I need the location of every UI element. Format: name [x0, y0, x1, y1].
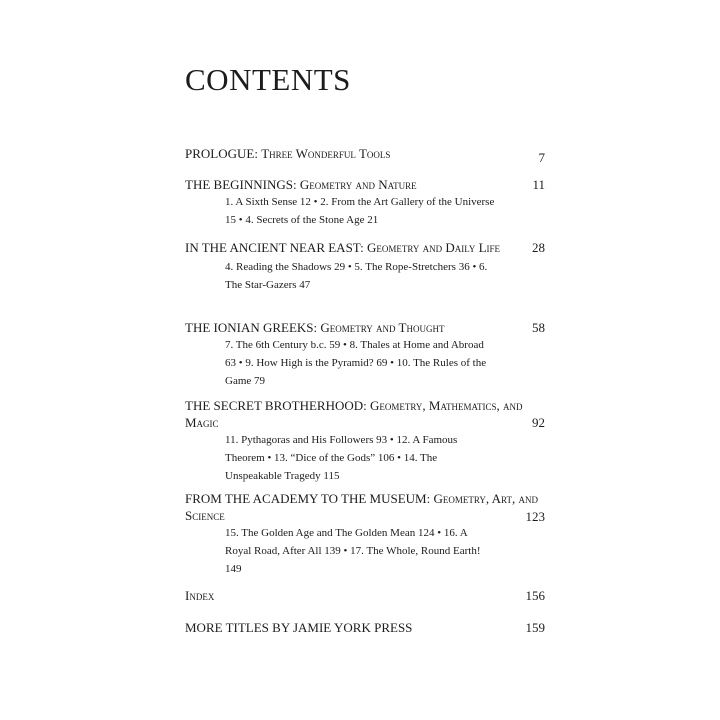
toc-entry-brotherhood[interactable]: [185, 397, 545, 485]
entry-heading: [185, 587, 545, 604]
entry-heading: [185, 619, 545, 636]
entry-heading: [185, 490, 545, 524]
entry-heading: [185, 239, 545, 256]
toc-entry-prologue[interactable]: [185, 145, 545, 165]
entry-heading-subtitle: Geometry and Daily Life: [366, 240, 501, 255]
entry-heading: [185, 397, 545, 431]
entry-page-number: 11: [532, 177, 545, 192]
entry-heading-main: THE SECRET BROTHERHOOD:: [185, 398, 371, 413]
entry-heading-subtitle: Geometry, Mathematics, and Magic: [185, 398, 523, 430]
entry-page-number: 7: [538, 150, 545, 165]
entry-chapters: 11. Pythagoras and His Followers 93 • 12. A Famous Theorem • 13. “Dice of the Gods” 106 • 14. The Unspeakable Tragedy 115: [225, 434, 458, 482]
entry-heading-main: MORE TITLES BY JAMIE YORK PRESS: [185, 620, 413, 635]
entry-heading-main: PROLOGUE:: [185, 146, 262, 161]
entry-page-number: 28: [532, 240, 545, 255]
toc-entry-ionian[interactable]: [185, 319, 545, 390]
entry-chapters: 4. Reading the Shadows 29 • 5. The Rope-Stretchers 36 • 6. The Star-Gazers 47: [225, 261, 488, 291]
entry-heading-main: THE IONIAN GREEKS:: [185, 320, 321, 335]
entry-heading: [185, 176, 545, 193]
toc-entry-more-titles[interactable]: [185, 619, 545, 636]
entry-chapters: 1. A Sixth Sense 12 • 2. From the Art Gallery of the Universe 15 • 4. Secrets of the Stone Age 21: [225, 196, 495, 226]
entry-page-number: 92: [532, 415, 545, 430]
entry-heading-main: IN THE ANCIENT NEAR EAST:: [185, 240, 367, 255]
entry-heading: [185, 319, 545, 336]
entry-page-number: 159: [525, 620, 545, 635]
entry-heading-subtitle: Geometry and Thought: [320, 320, 445, 335]
entry-heading-subtitle: Geometry and Nature: [299, 177, 417, 192]
entry-heading-main: FROM THE ACADEMY TO THE MUSEUM:: [185, 491, 434, 506]
entry-page-number: 123: [525, 509, 545, 524]
entry-page-number: 156: [525, 588, 545, 603]
entry-chapters: 7. The 6th Century b.c. 59 • 8. Thales at Home and Abroad 63 • 9. How High is the Pyramid? 69 • 10. The Rules of the Game 79: [225, 339, 487, 387]
toc-entry-academy[interactable]: [185, 490, 545, 578]
entry-heading: [185, 145, 545, 162]
entry-heading-main: THE BEGINNINGS:: [185, 177, 300, 192]
entry-heading-subtitle: Three Wonderful Tools: [261, 146, 391, 161]
entry-heading-subtitle: Index: [185, 588, 215, 603]
toc-entry-beginnings[interactable]: [185, 176, 545, 229]
entry-chapters: 15. The Golden Age and The Golden Mean 124 • 16. A Royal Road, After All 139 • 17. The Whole, Round Earth! 149: [225, 527, 481, 575]
toc-entry-near-east[interactable]: [185, 239, 545, 294]
toc-entry-index[interactable]: [185, 587, 545, 604]
entry-heading-subtitle: Geometry, Art, and Science: [185, 491, 539, 523]
entry-page-number: 58: [532, 320, 545, 335]
page-title: CONTENTS: [185, 62, 351, 97]
